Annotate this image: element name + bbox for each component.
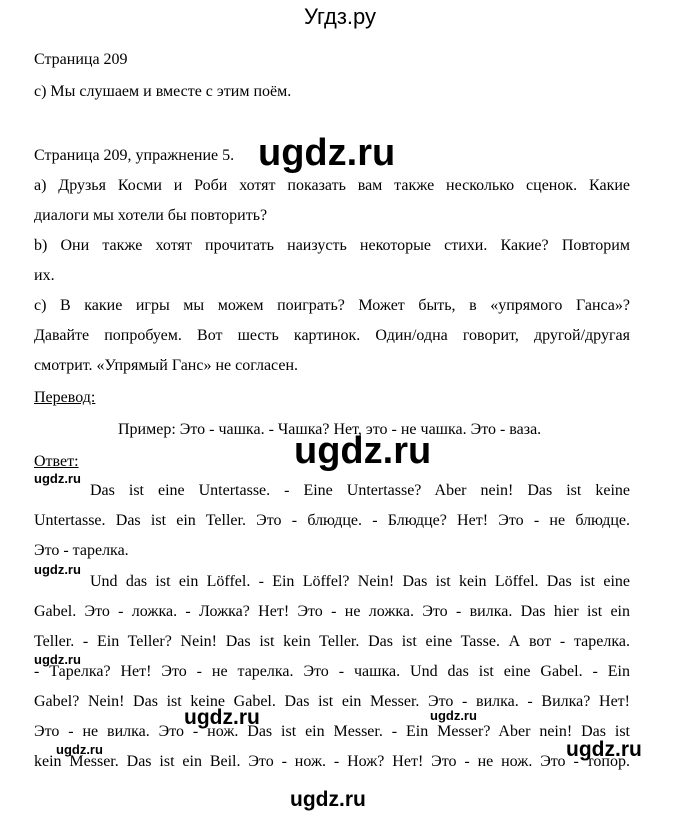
example-line: Пример: Это - чашка. - Чашка? Нет, это - не чашка. Это - ваза. (118, 421, 542, 438)
watermark: ugdz.ru (34, 562, 81, 577)
exercise-heading: Страница 209, упражнение 5. (34, 147, 235, 164)
task-b-line-2: их. (34, 267, 55, 284)
watermark: ugdz.ru (56, 742, 103, 757)
watermark: ugdz.ru (430, 708, 477, 723)
watermark: ugdz.ru (184, 706, 260, 729)
watermark: ugdz.ru (34, 471, 81, 486)
task-a-line-1: а) Друзья Косми и Роби хотят показать вам также несколько сценок. Какие (34, 177, 630, 194)
answer-2-line-6: Это - не вилка. Это - нож. Das ist ein Messer. - Ein Messer? Aber nein! Das ist (34, 723, 630, 740)
answer-2-line-7: kein Messer. Das ist ein Beil. Это - нож. - Нож? Нет! Это - не нож. Это - топор. (34, 753, 630, 770)
task-c-line-2: Давайте попробуем. Вот шесть картинок. Один/одна говорит, другой/другая (34, 327, 630, 344)
watermark: ugdz.ru (290, 788, 366, 811)
watermark: ugdz.ru (294, 430, 432, 472)
line-c1: c) Мы слушаем и вместе с этим поём. (34, 83, 292, 100)
answer-2-line-5: Gabel? Nein! Das ist keine Gabel. Das ist ein Messer. Это - вилка. - Вилка? Нет! (34, 693, 630, 710)
task-b-line-1: b) Они также хотят прочитать наизусть некоторые стихи. Какие? Повторим (34, 237, 630, 254)
answer-1-line-1: Das ist eine Untertasse. - Eine Untertasse? Aber nein! Das ist keine (90, 482, 630, 499)
site-title: Угдз.ру (303, 4, 377, 29)
translation-label: Перевод: (34, 389, 96, 406)
answer-label: Ответ: (34, 453, 79, 470)
watermark: ugdz.ru (258, 132, 396, 174)
task-a-line-2: диалоги мы хотели бы повторить? (34, 207, 268, 224)
watermark: ugdz.ru (34, 652, 81, 667)
answer-2-line-4: - Тарелка? Нет! Это - не тарелка. Это - чашка. Und das ist eine Gabel. - Ein (34, 663, 630, 680)
task-c-line-3: смотрит. «Упрямый Ганс» не согласен. (34, 357, 299, 374)
answer-1-line-2: Untertasse. Das ist ein Teller. Это - блюдце. - Блюдце? Нет! Это - не блюдце. (34, 512, 630, 529)
page-label: Страница 209 (34, 51, 128, 68)
answer-2-line-1: Und das ist ein Löffel. - Ein Löffel? Nein! Das ist kein Löffel. Das ist eine (90, 573, 630, 590)
answer-2-line-3: Teller. - Ein Teller? Nein! Das ist kein Teller. Das ist eine Tasse. А вот - тарелка. (34, 633, 630, 650)
answer-1-line-3: Это - тарелка. (34, 542, 129, 559)
answer-2-line-2: Gabel. Это - ложка. - Ложка? Нет! Это - не ложка. Это - вилка. Das hier ist ein (34, 603, 630, 620)
task-c-line-1: c) В какие игры мы можем поиграть? Может быть, в «упрямого Ганса»? (34, 297, 630, 314)
watermark: ugdz.ru (566, 738, 642, 761)
